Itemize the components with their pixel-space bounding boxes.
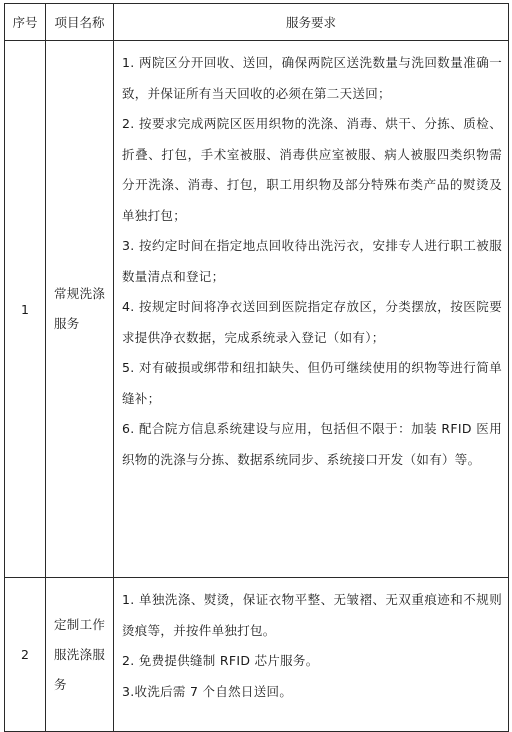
requirement-item: 6. 配合院方信息系统建设与应用，包括但不限于：加装 RFID 医用织物的洗涤与分拣、数据系统同步、系统接口开发（如有）等。 <box>122 421 502 467</box>
requirement-item: 5. 对有破损或绑带和纽扣缺失、但仍可继续使用的织物等进行简单缝补； <box>122 360 502 406</box>
project-name: 定制工作服洗涤服务 <box>46 578 114 732</box>
requirement-item: 1. 两院区分开回收、送回，确保两院区送洗数量与洗回数量准确一致，并保证所有当天回收的必须在第二天送回； <box>122 55 502 101</box>
service-requirements-table <box>4 3 509 732</box>
row-number: 1 <box>5 41 46 578</box>
project-name: 常规洗涤服务 <box>46 41 114 578</box>
requirement-item: 1. 单独洗涤、熨烫，保证衣物平整、无皱褶、无双重痕迹和不规则烫痕等，并按件单独打包。 <box>122 592 502 638</box>
requirement-item: 4. 按规定时间将净衣送回到医院指定存放区，分类摆放，按医院要求提供净衣数据，完成系统录入登记（如有）； <box>122 299 502 345</box>
requirement-item: 3. 按约定时间在指定地点回收待出洗污衣，安排专人进行职工被服数量清点和登记； <box>122 238 502 284</box>
header-no: 序号 <box>5 4 46 41</box>
requirement-item: 2. 免费提供缝制 RFID 芯片服务。 <box>122 653 319 668</box>
requirements-cell <box>114 578 509 732</box>
header-name: 项目名称 <box>46 4 114 41</box>
table-row <box>5 41 509 578</box>
table-row <box>5 578 509 732</box>
requirement-item: 2. 按要求完成两院区医用织物的洗涤、消毒、烘干、分拣、质检、折叠、打包，手术室被服、消毒供应室被服、病人被服四类织物需分开洗涤、消毒、打包，职工用织物及部分特殊布类产品的熨烫及单独打包； <box>122 116 502 223</box>
requirements-cell <box>114 41 509 578</box>
table-header-row <box>5 4 509 41</box>
requirement-item: 3.收洗后需 7 个自然日送回。 <box>122 683 293 699</box>
header-requirements: 服务要求 <box>114 4 509 41</box>
row-number: 2 <box>5 578 46 732</box>
